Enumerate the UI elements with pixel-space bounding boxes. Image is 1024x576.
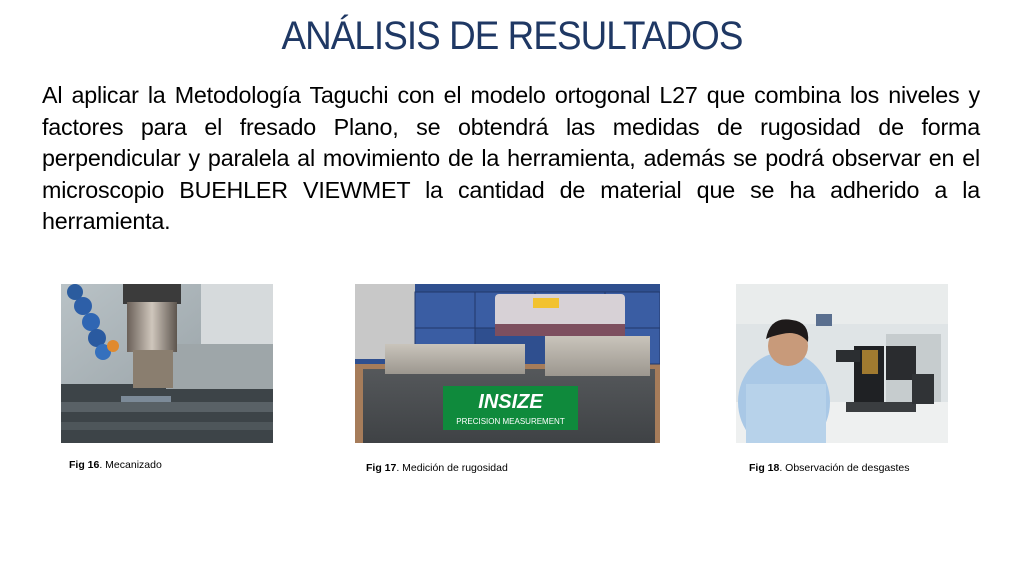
- figure-caption-text-17: . Medición de rugosidad: [396, 462, 508, 474]
- slide-body-text: Al aplicar la Metodología Taguchi con el modelo ortogonal L27 que combina los niveles y factores para el fresado Plano, se obtendrá las medidas de rugosidad de forma perpendicular y paralela al movimiento de la herramienta, además se podrá observar en el microscopio BUEHLER VIEWMET la cantidad de material que se ha adherido a la herramienta.: [42, 82, 980, 234]
- microscope-observation-photo: [736, 284, 948, 443]
- milling-machine-photo: [61, 284, 273, 443]
- figure-label-18: Fig 18: [749, 462, 780, 474]
- slide-title: ANÁLISIS DE RESULTADOS: [281, 14, 743, 58]
- insize-brand-sublabel: PRECISION MEASUREMENT: [456, 417, 565, 426]
- figure-caption-16: [69, 459, 162, 471]
- figure-caption-text-18: . Observación de desgastes: [779, 462, 910, 474]
- figure-label-17: Fig 17: [366, 462, 397, 474]
- figure-caption-18: [749, 462, 910, 474]
- roughness-measurement-photo: [355, 284, 660, 443]
- figure-caption-text-16: . Mecanizado: [99, 459, 162, 471]
- figure-caption-17: [366, 462, 508, 474]
- insize-brand-label: INSIZE: [478, 391, 543, 413]
- figure-label-16: Fig 16: [69, 459, 100, 471]
